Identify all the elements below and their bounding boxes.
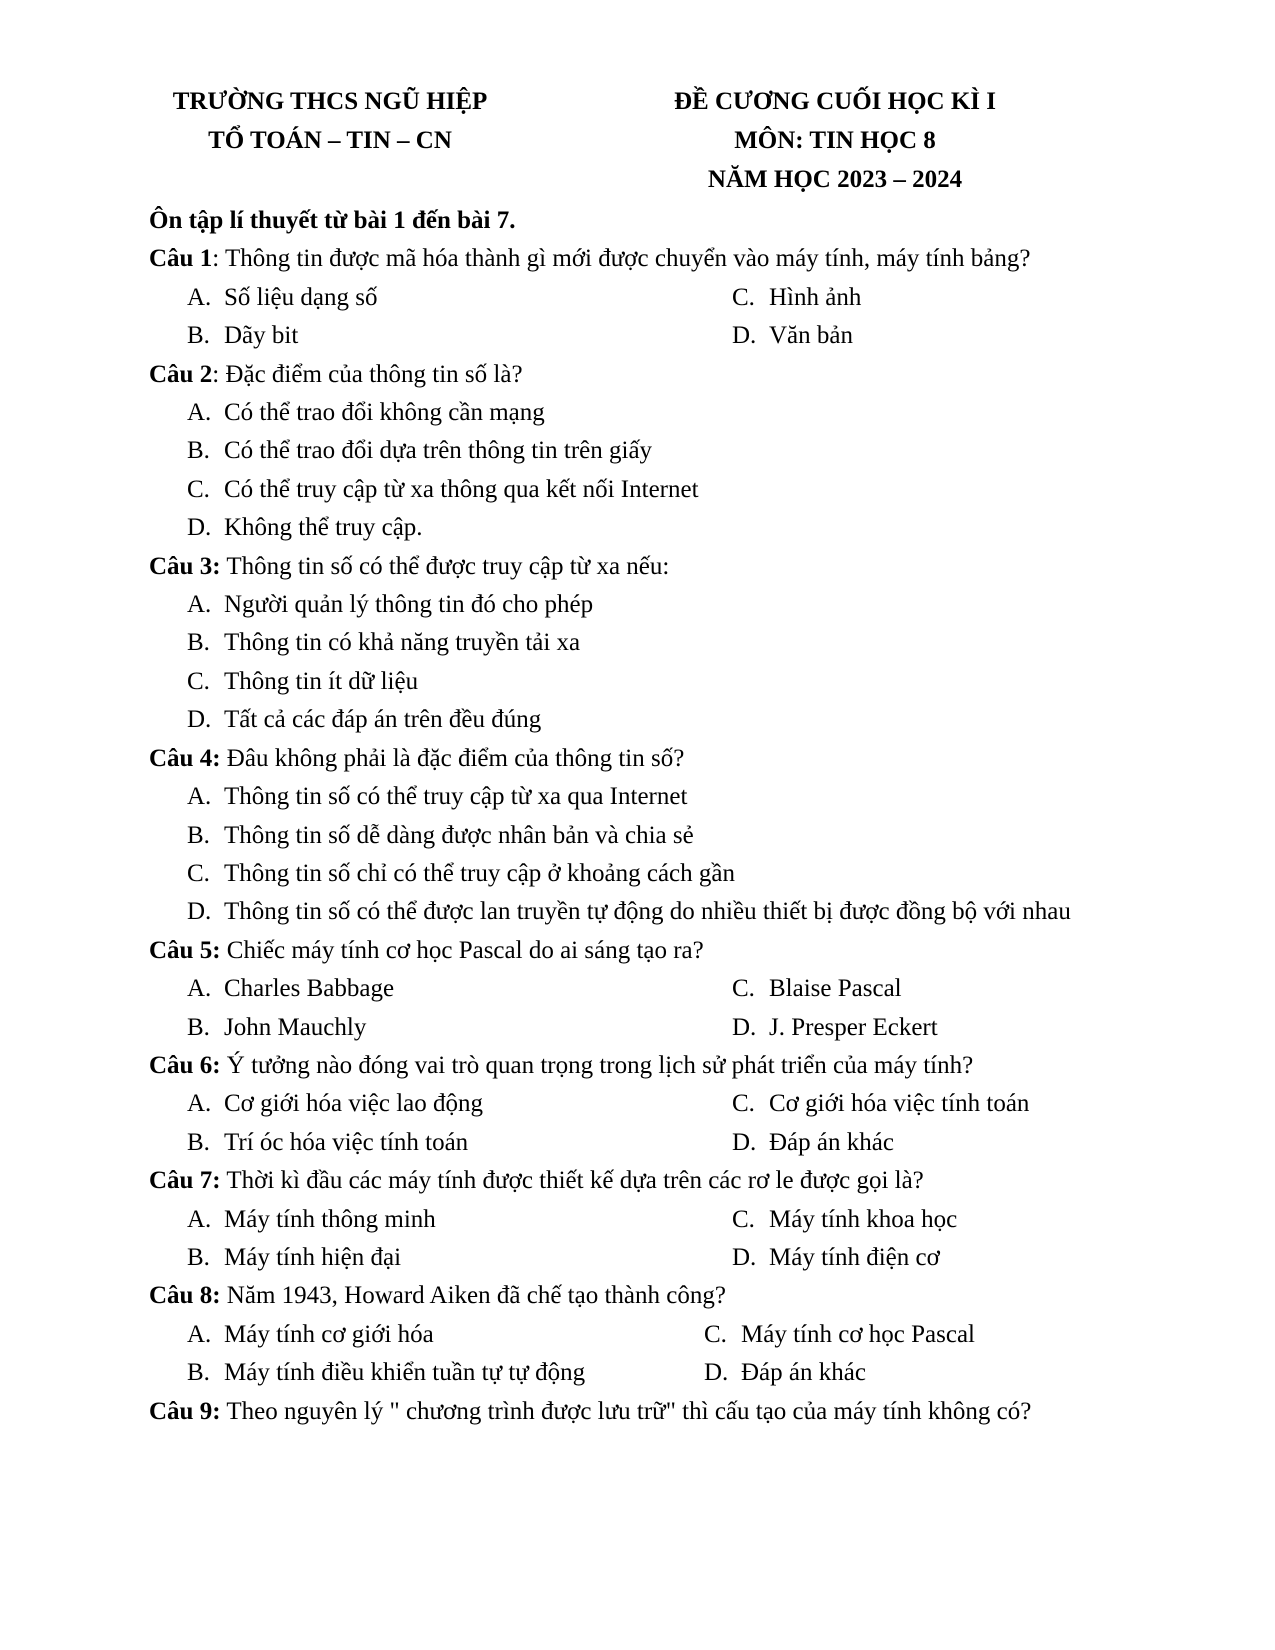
option-text: Văn bản [769,322,853,350]
option-text: Cơ giới hóa việc lao động [224,1090,484,1118]
option-text: Dãy bit [224,322,299,350]
question-label: Câu 9: [149,1397,221,1425]
option-letter: A. [187,283,212,311]
subject-name: MÔN: TIN HỌC 8 [734,127,936,154]
option-letter: A. [187,1090,212,1118]
question-7 [149,1162,1149,1200]
question-text: Ý tưởng nào đóng vai trò quan trọng trong lịch sử phát triển của máy tính? [220,1051,974,1079]
question-text: Đâu không phải là đặc điểm của thông tin số? [220,744,685,772]
question-text: Năm 1943, Howard Aiken đã chế tạo thành công? [220,1282,726,1310]
question-text: Thông tin số có thể được truy cập từ xa nếu: [220,552,670,580]
question-label: Câu 6: [149,1051,221,1079]
option-letter: C. [704,1320,727,1348]
option-a [187,586,1149,624]
option-a [187,1085,732,1123]
question-list [149,202,1149,1431]
option-d [187,701,1149,739]
option-b [187,1124,732,1162]
question-label: Câu 5: [149,936,221,964]
option-text: Có thể trao đổi dựa trên thông tin trên giấy [224,437,653,465]
option-letter: D. [187,514,212,542]
question-9 [149,1393,1149,1431]
option-letter: D. [732,1128,757,1156]
question-8 [149,1277,1149,1315]
option-d [732,1124,1149,1162]
option-letter: C. [187,667,210,695]
option-text: Tất cả các đáp án trên đều đúng [224,706,542,734]
document-title: ĐỀ CƯƠNG CUỐI HỌC KÌ I [673,88,996,115]
option-letter: B. [187,437,210,465]
option-letter: C. [732,975,755,1003]
school-name: TRƯỜNG THCS NGŨ HIỆP [172,88,488,115]
option-letter: A. [187,975,212,1003]
question-label: Câu 8: [149,1282,221,1310]
option-letter: A. [187,399,212,427]
option-letter: B. [187,322,210,350]
question-label: Câu 1 [149,245,213,273]
school-year: NĂM HỌC 2023 – 2024 [707,166,963,193]
option-b [187,432,1149,470]
option-c [732,1085,1149,1123]
options-1 [149,279,1149,356]
option-text: Charles Babbage [224,975,395,1003]
option-a [187,778,1149,816]
option-d [704,1354,1149,1392]
option-b [187,1239,732,1277]
question-text: Thời kì đầu các máy tính được thiết kế dựa trên các rơ le được gọi là? [220,1167,924,1195]
option-letter: A. [187,1320,212,1348]
option-text: Người quản lý thông tin đó cho phép [224,591,594,619]
option-letter: B. [187,1128,210,1156]
question-label: Câu 3: [149,552,221,580]
question-1 [149,240,1149,278]
option-letter: C. [732,1090,755,1118]
option-letter: D. [732,322,757,350]
option-letter: B. [187,1013,210,1041]
option-text: Máy tính điện cơ [769,1243,940,1271]
options-3 [149,586,1149,740]
option-a [187,279,732,317]
option-b [187,1354,704,1392]
option-letter: A. [187,783,212,811]
option-letter: D. [732,1013,757,1041]
option-letter: C. [732,283,755,311]
option-a [187,1316,704,1354]
option-text: Máy tính cơ giới hóa [224,1320,434,1348]
option-letter: C. [187,475,210,503]
option-letter: A. [187,591,212,619]
option-a [187,1201,732,1239]
option-text: Thông tin số có thể được lan truyền tự động do nhiều thiết bị được đồng bộ với nhau [224,898,1071,926]
option-text: Thông tin số có thể truy cập từ xa qua Internet [224,783,688,811]
option-text: Số liệu dạng số [224,283,378,311]
header-right [640,82,1030,199]
option-text: Máy tính hiện đại [224,1243,402,1271]
option-text: Máy tính cơ học Pascal [741,1320,975,1348]
option-b [187,624,1149,662]
option-text: Trí óc hóa việc tính toán [224,1128,469,1156]
question-text: Chiếc máy tính cơ học Pascal do ai sáng tạo ra? [220,936,704,964]
option-letter: B. [187,629,210,657]
option-a [187,394,1149,432]
option-c [187,663,1149,701]
question-text: Theo nguyên lý " chương trình được lưu trữ" thì cấu tạo của máy tính không có? [220,1397,1032,1425]
option-text: Máy tính thông minh [224,1205,436,1233]
option-text: Đáp án khác [769,1128,894,1156]
option-c [732,1201,1149,1239]
option-text: Đáp án khác [741,1359,866,1387]
options-6 [149,1085,1149,1162]
option-c [187,855,1149,893]
question-6 [149,1047,1149,1085]
option-a [187,970,732,1008]
question-label: Câu 4: [149,744,221,772]
option-text: Có thể trao đổi không cần mạng [224,399,545,427]
question-3 [149,548,1149,586]
option-letter: D. [704,1359,729,1387]
option-text: J. Presper Eckert [769,1013,938,1041]
options-2 [149,394,1149,548]
option-b [187,317,732,355]
option-letter: D. [187,706,212,734]
options-4 [149,778,1149,932]
option-letter: D. [187,898,212,926]
option-c [732,279,1149,317]
option-c [732,970,1149,1008]
question-4 [149,740,1149,778]
option-c [187,471,1149,509]
option-text: Thông tin ít dữ liệu [224,667,419,695]
option-letter: D. [732,1243,757,1271]
option-b [187,817,1149,855]
question-5 [149,932,1149,970]
option-letter: A. [187,1205,212,1233]
intro-heading: Ôn tập lí thuyết từ bài 1 đến bài 7. [149,207,516,234]
question-text: : Đặc điểm của thông tin số là? [212,360,523,388]
option-text: Blaise Pascal [769,975,902,1003]
option-text: Thông tin có khả năng truyền tải xa [224,629,581,657]
option-d [187,509,1149,547]
option-d [187,893,1149,931]
options-8 [149,1316,1149,1393]
option-text: Thông tin số dễ dàng được nhân bản và chia sẻ [224,821,694,849]
option-text: Máy tính điều khiển tuần tự tự động [224,1359,586,1387]
option-text: John Mauchly [224,1013,367,1041]
header-left [140,82,520,160]
option-letter: C. [732,1205,755,1233]
option-b [187,1009,732,1047]
option-text: Có thể truy cập từ xa thông qua kết nối Internet [224,475,699,503]
option-text: Cơ giới hóa việc tính toán [769,1090,1030,1118]
options-7 [149,1201,1149,1278]
option-text: Hình ảnh [769,283,862,311]
option-letter: B. [187,821,210,849]
department-name: TỔ TOÁN – TIN – CN [208,127,452,154]
option-letter: C. [187,859,210,887]
question-label: Câu 2 [149,360,213,388]
question-label: Câu 7: [149,1167,221,1195]
option-letter: B. [187,1359,210,1387]
option-letter: B. [187,1243,210,1271]
option-d [732,1239,1149,1277]
question-text: : Thông tin được mã hóa thành gì mới được chuyển vào máy tính, máy tính bảng? [212,245,1031,273]
option-text: Không thể truy cập. [224,514,423,542]
option-text: Máy tính khoa học [769,1205,958,1233]
option-text: Thông tin số chỉ có thể truy cập ở khoảng cách gần [224,859,735,887]
question-2 [149,356,1149,394]
option-c [704,1316,1149,1354]
options-5 [149,970,1149,1047]
option-d [732,317,1149,355]
option-d [732,1009,1149,1047]
